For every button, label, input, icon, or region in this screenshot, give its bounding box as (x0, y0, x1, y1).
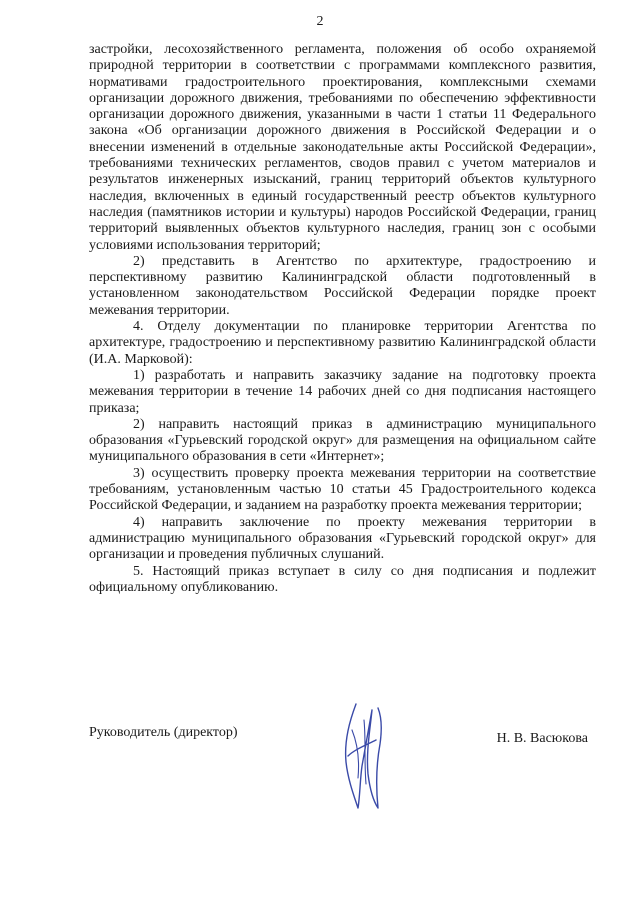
handwritten-signature-icon (336, 700, 386, 812)
paragraph-item-2-send-order: 2) направить настоящий приказ в администрацию муниципального образования «Гурьевский городской округ» для размещения на официальном сайте муниципального образования в сети «Интернет»; (89, 416, 596, 465)
signer-name: Н. В. Васюкова (496, 731, 588, 746)
paragraph-section-4: 4. Отделу документации по планировке территории Агентства по архитектуре, градостроению и перспективному развитию Калининградской области (И.А. Марковой): (89, 319, 596, 367)
paragraph-item-4-conclusion: 4) направить заключение по проекту межевания территории в администрацию муниципального образования «Гурьевский городской округ» для организации и проведения публичных слушаний. (89, 514, 596, 563)
document-body (89, 42, 596, 596)
paragraph-item-2-submit: 2) представить в Агентство по архитектуре, градостроению и перспективному развитию Калининградской области подготовленный в установленном законодательством Российской Федерации порядке проект межевания территории. (89, 253, 596, 318)
paragraph-continuation: застройки, лесохозяйственного регламента, положения об особо охраняемой природной территории в соответствии с программами комплексного развития, нормативами градостроительного проектирования, комплексными схемами организации дорожного движения, требованиями по обеспечению эффективности организации дорожного движения, указанными в части 1 статьи 11 Федерального закона «Об организации дорожного движения в Российской Федерации и о внесении изменений в отдельные законодательные акты Российской Федерации», требованиями технических регламентов, сводов правил с учетом материалов и результатов инженерных изысканий, границ территорий объектов культурного наследия, включенных в единый государственный реестр объектов культурного наследия (памятников истории и культуры) народов Российской Федерации, границ территорий выявленных объектов культурного наследия, границ зон с особыми условиями использования территорий; (89, 42, 596, 253)
page-number: 2 (316, 14, 324, 29)
paragraph-item-3-verify: 3) осуществить проверку проекта межевания территории на соответствие требованиям, установленным частью 10 статьи 45 Градостроительного кодекса Российской Федерации, и заданием на разработку проекта межевания территории; (89, 465, 596, 514)
paragraph-section-5: 5. Настоящий приказ вступает в силу со дня подписания и подлежит официальному опубликованию. (89, 563, 596, 595)
paragraph-item-1-develop-task: 1) разработать и направить заказчику задание на подготовку проекта межевания территории в течение 14 рабочих дней со дня подписания настоящего приказа; (89, 367, 596, 416)
signer-title: Руководитель (директор) (89, 725, 238, 740)
